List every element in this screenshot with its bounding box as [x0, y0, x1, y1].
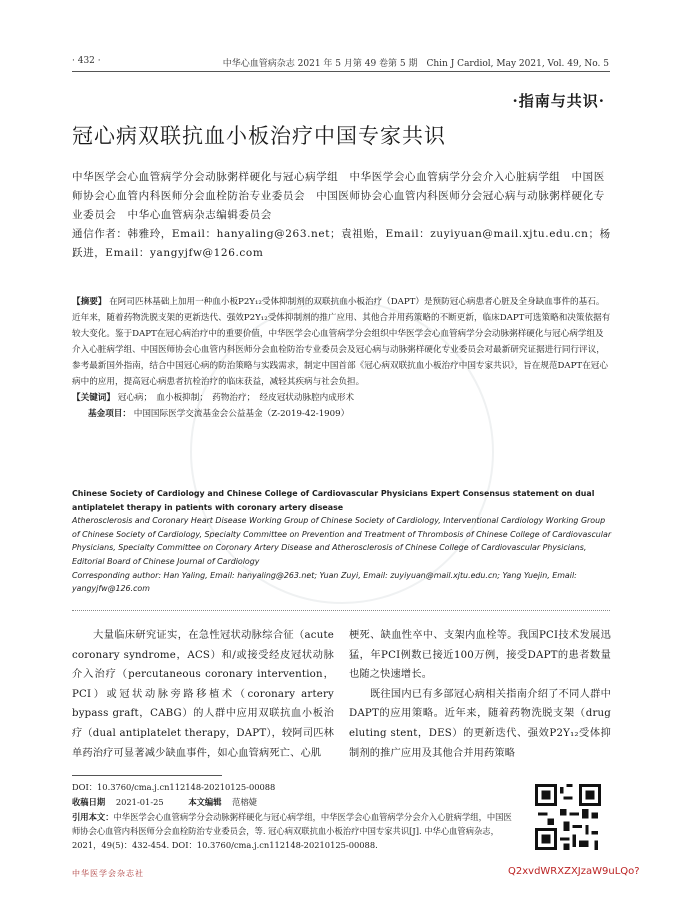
fund — [72, 406, 612, 422]
article-title: 冠心病双联抗血小板治疗中国专家共识 — [72, 124, 446, 148]
abstract-block — [72, 294, 612, 422]
abstract-label: 【摘要】 — [72, 297, 107, 307]
keywords-label: 【关键词】 — [72, 393, 115, 403]
publisher-logo: 中华医学会杂志社 — [72, 869, 144, 878]
keywords-text: 冠心病； 血小板抑制； 药物治疗； 经皮冠状动脉腔内成形术 — [117, 393, 355, 403]
body-right-paragraph-1: 梗死、缺血性卒中、支架内血栓等。我国PCI技术发展迅猛，年PCI例数已接近100万例，接受DAPT的患者数量也随之快速增长。 — [349, 630, 611, 681]
correspondence: 通信作者：韩雅玲，Email：hanyaling@263.net；袁祖贻，Email：zuyiyuan@mail.xjtu.edu.cn；杨跃进，Email：yangyjfw@126.com — [72, 228, 611, 259]
keywords — [72, 390, 612, 406]
english-corresponding: Corresponding author: Han Yaling, Email: hanyaling@263.net; Yuan Zuyi, Email: zuyiyuan@mail.xjtu.edu.cn; Yang Yuejin, Email: yangyjfw@126.com — [72, 570, 577, 594]
body-left-column: 大量临床研究证实，在急性冠状动脉综合征（acute coronary syndrome，ACS）和/或接受经皮冠状动脉介入治疗（percutaneous coronary intervention，PCI）或冠状动脉旁路移植术（coronary artery bypass graft，CABG）的人群中应用双联抗血小板治疗（dual antiplatelet therapy，DAPT），较阿司匹林单药治疗可显著减少缺血事件，如心血管病死亡、心肌 — [72, 630, 334, 759]
editor-name: 范榕婕 — [232, 797, 258, 807]
abstract-text: 在阿司匹林基础上加用一种血小板P2Y₁₂受体抑制剂的双联抗血小板治疗（DAPT）是预防冠心病患者心脏及全身缺血事件的基石。近年来，随着药物洗脱支架的更新迭代、强效P2Y₁₂受体抑制剂的推广应用、其他合并用药策略的不断更新，临床DAPT可选策略和决策依据有较大变化。鉴于DAPT在冠心病治疗中的重要价值，中华医学会心血管病学分会组织中华医学会心血管病学分会动脉粥样硬化与冠心病学组及介入心脏病学组、中国医师协会心血管内科医师分会血栓防治专业委员会及冠心病与动脉粥样硬化专业委员会对最新研究证据进行同行评议，参考最新国外指南，结合中国冠心病的防治策略与实践需求，制定中国首部《冠心病双联抗血小板治疗中国专家共识》，旨在规范DAPT在冠心病中的应用，提高冠心病患者抗栓治疗的临床获益，减轻其疾病与社会负担。 — [72, 297, 611, 387]
citation-text: 中华医学会心血管病学分会动脉粥样硬化与冠心病学组，中华医学会心血管病学分会介入心脏病学组，中国医师协会心血管内科医师分会血栓防治专业委员会，等. 冠心病双联抗血小板治疗中国专家共识[J]. 中华心血管病杂志，2021，49(5)：432-454. DOI：10.3760/cma.j.cn112148-20210125-00088. — [72, 812, 512, 850]
english-title: Chinese Society of Cardiology and Chinese College of Cardiovascular Physicians Expert Consensus statement on dual antiplatelet therapy in patients with coronary artery disease — [72, 489, 595, 512]
author-groups: 中华医学会心血管病学分会动脉粥样硬化与冠心病学组 中华医学会心血管病学分会介入心脏病学组 中国医师协会心血管内科医师分会血栓防治专业委员会 中国医师协会心血管内科医师分会冠心病与动脉粥样硬化专业委员会 中华心血管病杂志编辑委员会 — [72, 171, 605, 221]
english-abstract — [72, 487, 612, 596]
qr-code — [535, 784, 601, 850]
fund-label: 基金项目： — [88, 409, 131, 419]
abstract-divider — [72, 610, 610, 611]
watermark-code: Q2xvdWRXZXJzaW9uLQo? — [508, 866, 640, 877]
dates-line — [72, 795, 517, 809]
journal-header: 中华心血管病杂志 2021 年 5 月第 49 卷第 5 期 Chin J Cardiol, May 2021, Vol. 49, No. 5 — [222, 59, 609, 69]
doi: DOI：10.3760/cma.j.cn112148-20210125-00088 — [72, 782, 276, 792]
editor-label: 本文编辑 — [188, 797, 222, 807]
citation — [72, 810, 517, 852]
fund-text: 中国国际医学交流基金会公益基金（Z-2019-42-1909） — [133, 409, 350, 419]
footnote-rule — [72, 775, 222, 776]
header-rule — [72, 71, 610, 72]
received-date: 2021-01-25 — [115, 797, 164, 807]
body-right-column — [349, 626, 611, 763]
author-block — [72, 168, 612, 263]
body-right-paragraph-2: 既往国内已有多部冠心病相关指南介绍了不同人群中DAPT的应用策略。近年来，随着药物洗脱支架（drug eluting stent，DES）的更新迭代、强效P2Y₁₂受体抑制剂的推广应用及其他合并用药策略 — [349, 688, 611, 759]
page-number: · 432 · — [72, 56, 101, 66]
abstract-paragraph — [72, 294, 612, 390]
citation-label: 引用本文： — [72, 812, 114, 822]
received-label: 收稿日期 — [72, 797, 106, 807]
english-groups: Atherosclerosis and Coronary Heart Disease Working Group of Chinese Society of Cardiology, Interventional Cardiology Working Group of Chinese Society of Cardiology, Specialty Committee on Prevention and Treatment of Thrombosis of Chinese College of Cardiovascular Physicians, Specialty Committee on Coronary Artery Disease and Atherosclerosis of Chinese College of Cardiovascular Physicians, Editorial Board of Chinese Journal of Cardiology — [72, 516, 612, 566]
section-label: ·指南与共识· — [512, 92, 605, 110]
